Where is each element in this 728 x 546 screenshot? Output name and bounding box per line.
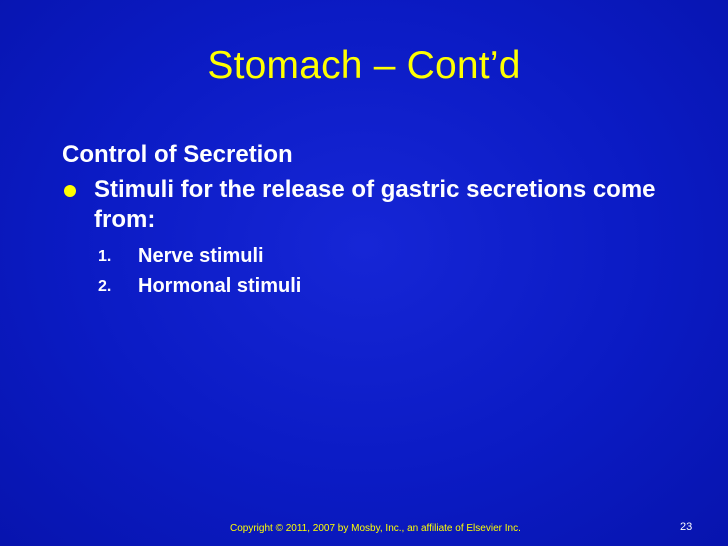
numbered-item <box>98 271 702 301</box>
numbered-list <box>98 241 702 301</box>
item-text: Nerve stimuli <box>138 245 264 267</box>
bullet-item <box>62 175 702 235</box>
bullet-dot-icon <box>64 185 76 197</box>
bullet-text: Stimuli for the release of gastric secretions come from: <box>94 176 656 233</box>
item-number: 1. <box>98 248 112 265</box>
numbered-item <box>98 241 702 271</box>
section-heading: Control of Secretion <box>62 141 293 168</box>
item-text: Hormonal stimuli <box>138 275 302 297</box>
page-number: 23 <box>680 521 693 533</box>
slide-content <box>62 140 702 301</box>
slide-title: Stomach – Cont’d <box>207 44 521 87</box>
footer-copyright: Copyright © 2011, 2007 by Mosby, Inc., an affiliate of Elsevier Inc. <box>230 523 521 534</box>
item-number: 2. <box>98 278 112 295</box>
